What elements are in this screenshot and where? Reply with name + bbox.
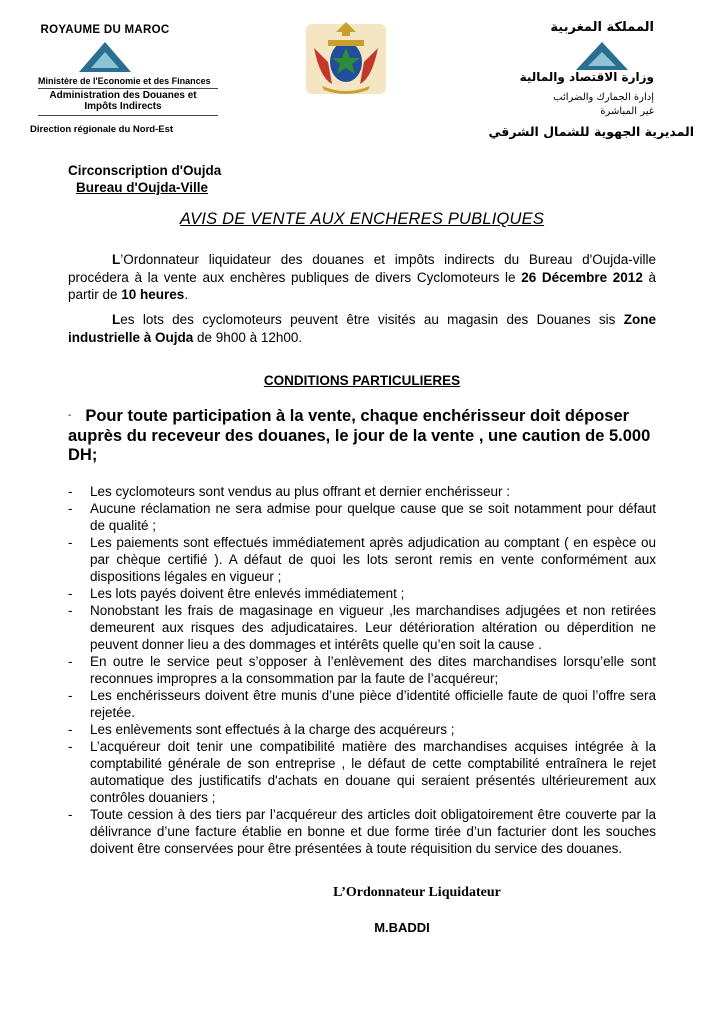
bullet: -	[68, 654, 73, 669]
kingdom-fr: ROYAUME DU MAROC	[40, 24, 170, 36]
dropcap: L	[112, 312, 121, 327]
text: ’Ordonnateur liquidateur des douanes et impôts indirects du Bureau d'Oujda-ville procédera à la vente aux enchères publiques de divers Cyclomoteurs le	[68, 252, 656, 285]
bullet: -	[68, 410, 72, 421]
list-item-text: En outre le service peut s’opposer à l’enlèvement des dites marchandises lorsqu’elle sont reconnues impropres a la consommation par la faute de l’acquéreur;	[90, 654, 656, 686]
list-item-text: Toute cession à des tiers par l’acquéreur des articles doit obligatoirement être couverte par la délivrance d’une facture établie en bonne et due forme tirée d’un facturier dont les souches doivent être conservées pour être présentées à toute réquisition du service des douanes.	[90, 807, 656, 856]
list-item-text: Les enlèvements sont effectués à la charge des acquéreurs ;	[90, 722, 455, 737]
caution-notice	[68, 406, 668, 466]
administration-ar-2: غير المباشرة	[600, 106, 654, 117]
administration-ar-1: إدارة الجمارك والضرائب	[553, 92, 654, 103]
visit-place: Zone industrielle à Oujda	[68, 312, 656, 345]
bullet: -	[68, 586, 73, 601]
royal-emblem-icon	[302, 18, 390, 96]
ministry-fr: Ministère de l'Economie et des Finances	[38, 76, 211, 86]
signature-role: L’Ordonnateur Liquidateur	[333, 885, 501, 900]
list-item-text: Les cyclomoteurs sont vendus au plus offrant et dernier enchérisseur :	[90, 484, 510, 499]
kingdom-ar: المملكة المغربية	[550, 20, 654, 35]
text: es lots des cyclomoteurs peuvent être visités au magasin des Douanes sis	[120, 312, 624, 327]
list-item-text: Aucune réclamation ne sera admise pour quelque cause que se soit notamment pour défaut de qualité ;	[90, 501, 656, 533]
direction-ar: المديرية الجهوية للشمال الشرقي	[488, 124, 694, 139]
list-item	[68, 738, 656, 806]
text: .	[184, 287, 189, 302]
list-item	[68, 500, 656, 534]
caution-text: Pour toute participation à la vente, chaque enchérisseur doit déposer auprès du receveur des douanes, le jour de la vente , une caution de 5.000 DH;	[68, 407, 651, 464]
dropcap: L	[112, 252, 121, 267]
header-left	[30, 24, 220, 135]
signature-name: M.BADDI	[374, 920, 430, 935]
text: de 9h00 à 12h00.	[193, 329, 303, 345]
list-item	[68, 483, 656, 500]
conditions-list	[68, 483, 656, 857]
list-item	[68, 585, 656, 602]
circonscription: Circonscription d'Oujda	[68, 163, 222, 178]
text: à partir de	[68, 269, 657, 302]
direction-fr: Direction régionale du Nord-Est	[30, 124, 174, 135]
customs-logo-icon	[75, 40, 135, 74]
bullet: -	[68, 807, 73, 822]
list-item	[68, 534, 656, 585]
bullet: -	[68, 484, 73, 499]
page-title: AVIS DE VENTE AUX ENCHERES PUBLIQUES	[179, 210, 545, 228]
list-item	[68, 806, 656, 857]
conditions-heading: CONDITIONS PARTICULIERES	[263, 373, 461, 388]
administration-fr: Administration des Douanes et Impôts Indirects	[49, 90, 197, 112]
list-item	[68, 602, 656, 653]
sale-date: 26 Décembre 2012	[521, 269, 643, 285]
bullet: -	[68, 501, 73, 516]
list-item-text: Les paiements sont effectués immédiatement après adjudication au comptant ( en espèce ou par chèque certifié ). A défaut de quoi les lots seront remis en vente conformément aux dispositions légales en vigueur ;	[90, 535, 656, 584]
divider	[38, 88, 218, 89]
ministry-ar: وزارة الاقتصاد والمالية	[519, 70, 654, 84]
sale-time: 10 heures	[121, 287, 185, 302]
intro-paragraph-2	[68, 311, 656, 346]
bullet: -	[68, 739, 73, 754]
customs-logo-icon	[572, 40, 632, 72]
divider	[38, 115, 218, 116]
list-item-text: Les enchérisseurs doivent être munis d’une pièce d’identité officielle faute de quoi l’offre sera rejetée.	[90, 688, 656, 720]
bullet: -	[68, 688, 73, 703]
bullet: -	[68, 603, 73, 618]
intro-paragraph-1	[68, 251, 656, 304]
list-item	[68, 687, 656, 721]
list-item	[68, 721, 656, 738]
list-item	[68, 653, 656, 687]
list-item-text: L’acquéreur doit tenir une compatibilité matière des marchandises acquises intégrée à la comptabilité générale de son entreprise , le défaut de cette comptabilité entraînera le rejet automatique des justificatifs d'achats en douane qui seraient présentés ultérieurement aux contrôles douaniers ;	[90, 739, 656, 805]
bullet: -	[68, 722, 73, 737]
bullet: -	[68, 535, 73, 550]
list-item-text: Les lots payés doivent être enlevés immédiatement ;	[90, 586, 405, 601]
list-item-text: Nonobstant les frais de magasinage en vigueur ,les marchandises adjugées et non retirées demeurent aux risques des adjudicataires. Leur détérioration altération ou déperdition ne peuvent donner lieu a des dommages et intérêts quelle qu’en soit la cause .	[90, 603, 656, 652]
bureau: Bureau d'Oujda-Ville	[76, 180, 208, 195]
